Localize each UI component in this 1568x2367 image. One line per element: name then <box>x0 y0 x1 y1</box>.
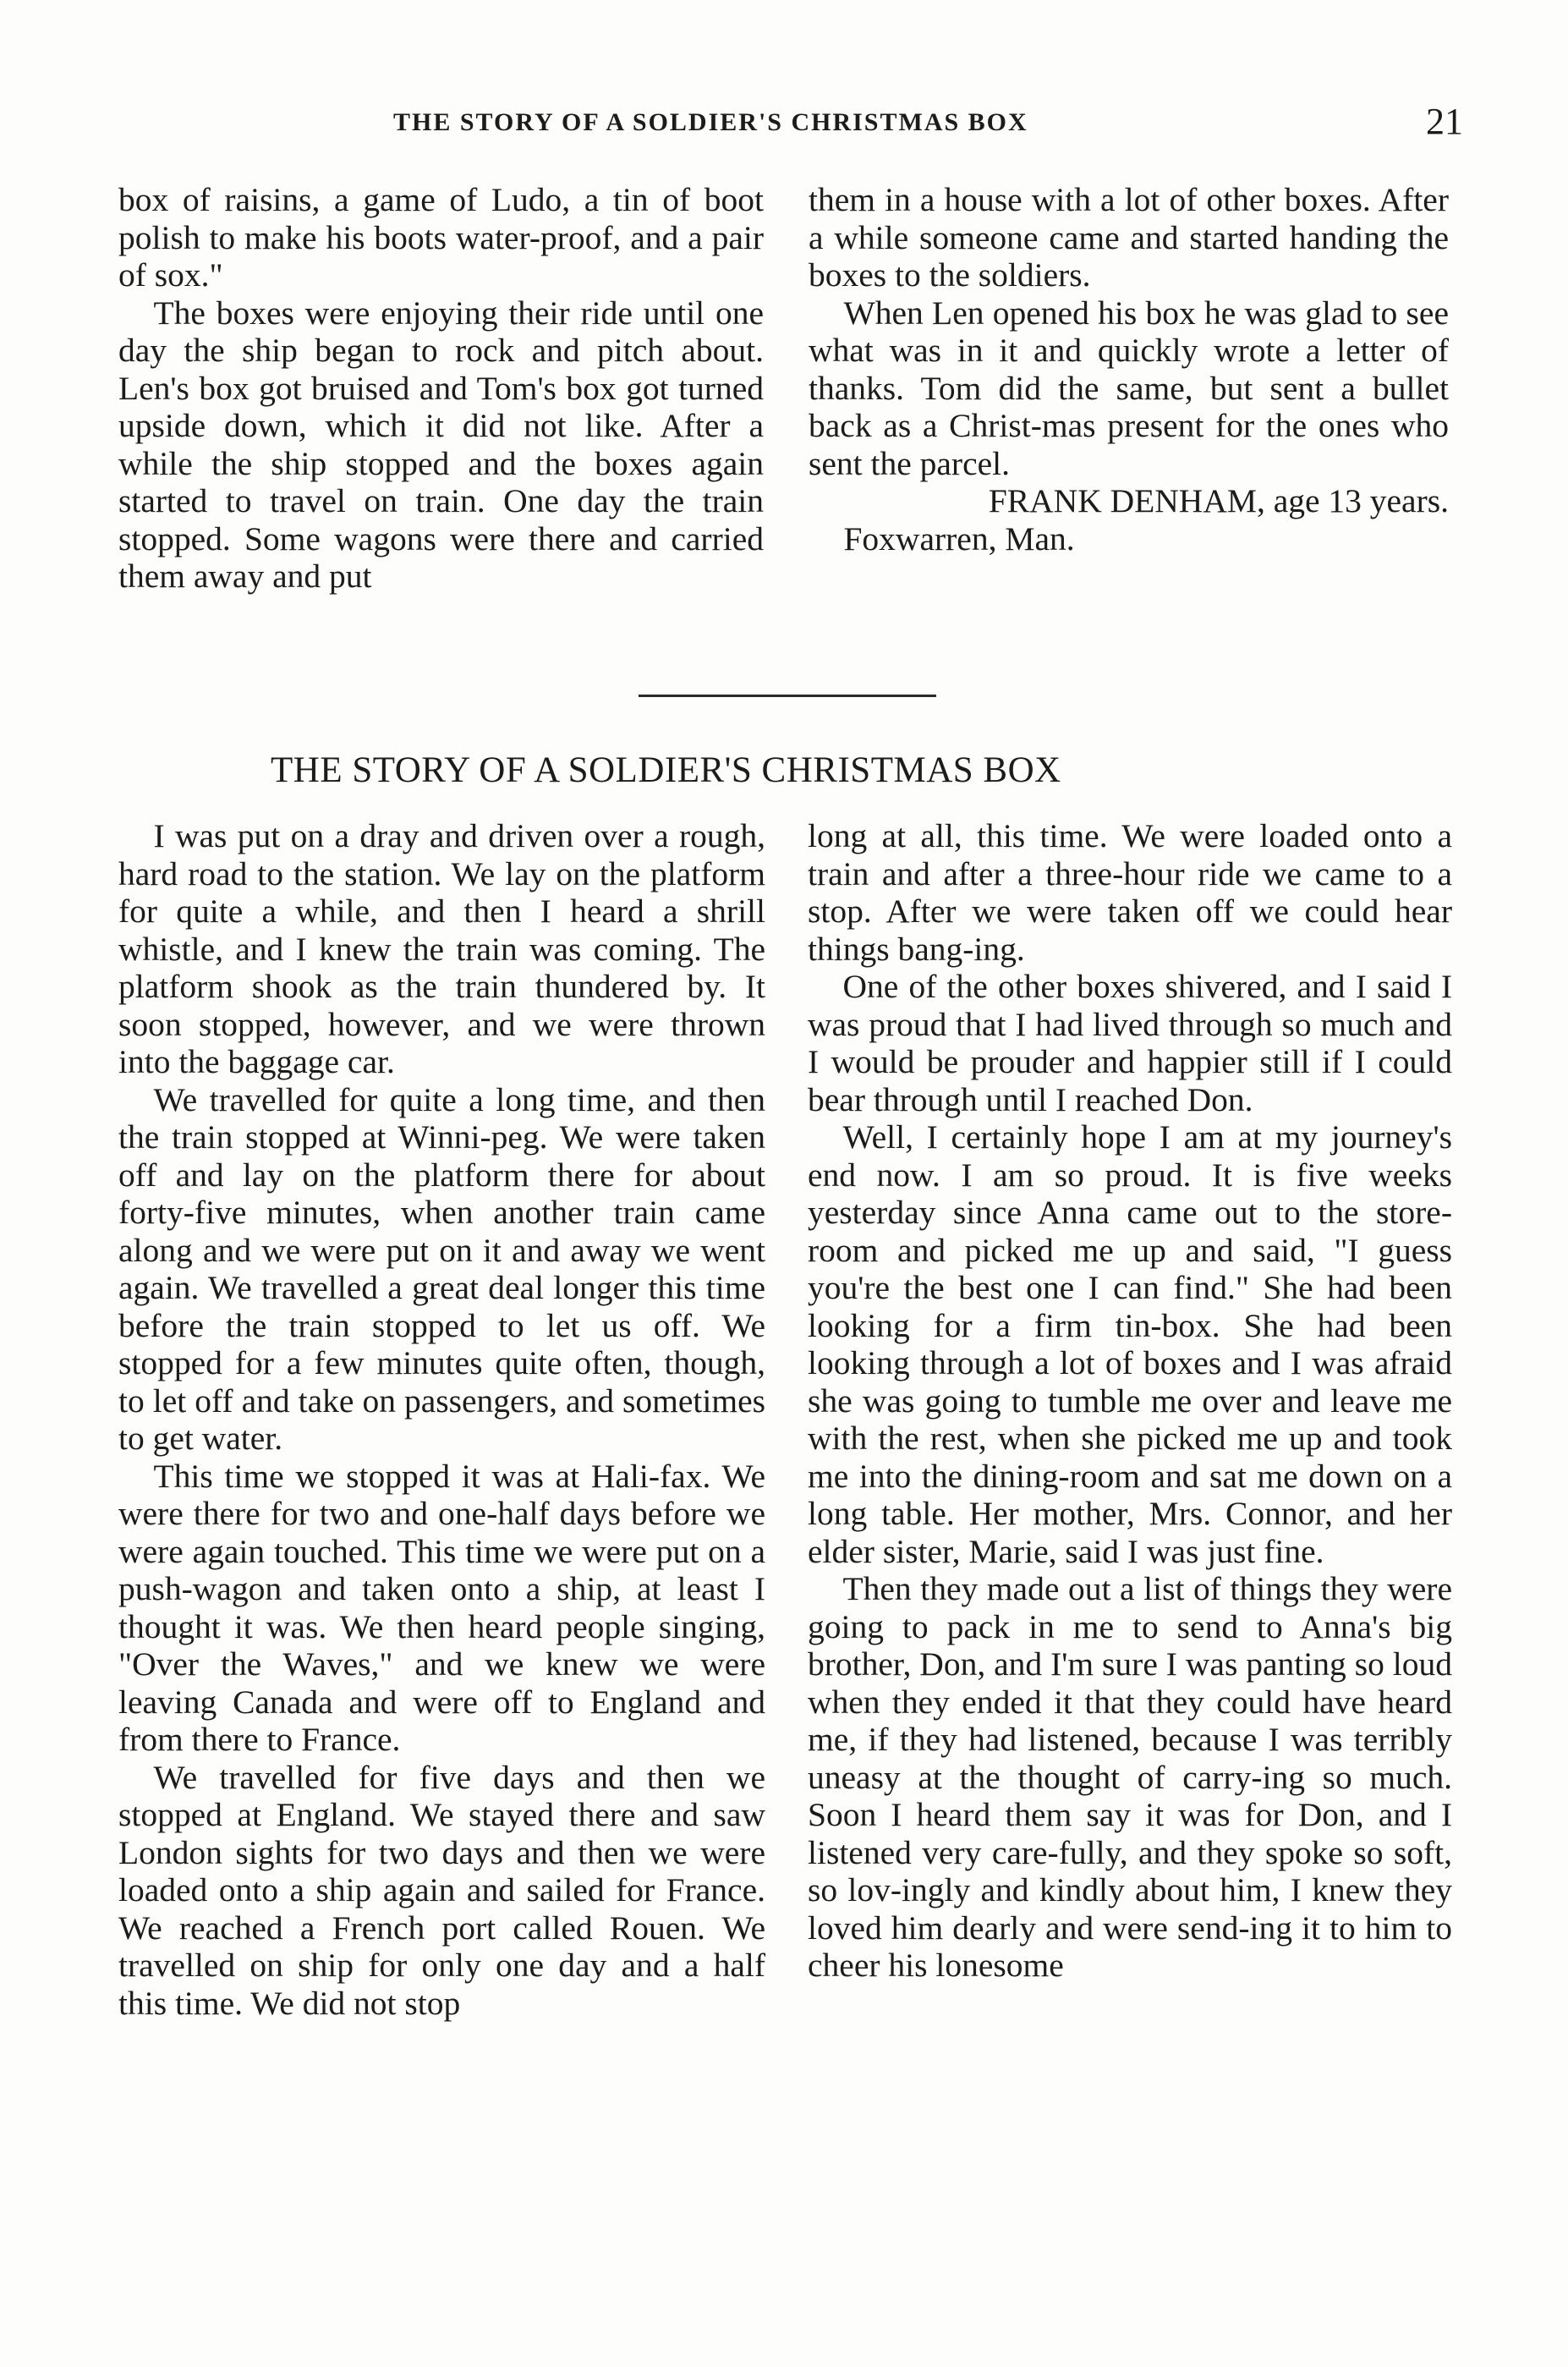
author-signature: FRANK DENHAM, age 13 years. <box>988 482 1449 519</box>
paragraph: Then they made out a list of things they were going to pack in me to send to Anna's big brother, Don, and I'm sure I was panting so loud when they ended it that they could have heard me, if they had listened, because I was terribly uneasy at the thought of carry-ing so much. Soon I heard them say it was for Don, and I listened very care-fully, and they spoke so soft, so lov-ingly and kindly about him, I knew they loved him dearly and were send-ing it to him to cheer his lonesome <box>808 1570 1452 1984</box>
paragraph: long at all, this time. We were loaded onto a train and after a three-hour ride we came to a stop. After we were taken off we could hear things bang-ing. <box>808 817 1452 968</box>
bottom-left-column <box>118 817 765 2022</box>
paragraph: Well, I certainly hope I am at my journey's end now. I am so proud. It is five weeks yesterday since Anna came out to the store-room and picked me up and said, "I guess you're the best one I can find." She had been looking for a firm tin-box. She had been looking through a lot of boxes and I was afraid she was going to tumble me over and leave me with the rest, when she picked me up and took me into the dining-room and sat me down on a long table. Her mother, Mrs. Connor, and her elder sister, Marie, said I was just fine. <box>808 1118 1452 1570</box>
paragraph: box of raisins, a game of Ludo, a tin of boot polish to make his boots water-proof, and a pair of sox." <box>118 181 764 294</box>
running-header <box>118 101 1463 156</box>
paragraph: I was put on a dray and driven over a rough, hard road to the station. We lay on the platform for quite a while, and then I heard a shrill whistle, and I knew the train was coming. The platform shook as the train thundered by. It soon stopped, however, and we were thrown into the baggage car. <box>118 817 765 1080</box>
paragraph: We travelled for five days and then we stopped at England. We stayed there and saw London sights for two days and then we were loaded onto a ship again and sailed for France. We reached a French port called Rouen. We travelled on ship for only one day and a half this time. We did not stop <box>118 1758 765 2022</box>
top-right-column <box>809 181 1449 557</box>
story-title: THE STORY OF A SOLDIER'S CHRISTMAS BOX <box>271 750 1061 790</box>
page-number: 21 <box>1426 101 1463 142</box>
paragraph: The boxes were enjoying their ride until one day the ship began to rock and pitch about. Len's box got bruised and Tom's box got turned upside down, which it did not like. After a while the ship stopped and the boxes again started to travel on train. One day the train stopped. Some wagons were there and carried them away and put <box>118 294 764 595</box>
paragraph: We travelled for quite a long time, and then the train stopped at Winni-peg. We were taken off and lay on the platform there for about forty-five minutes, when another train came along and we were put on it and away we went again. We travelled a great deal longer this time before the train stopped to let us off. We stopped for a few minutes quite often, though, to let off and take on passengers, and sometimes to get water. <box>118 1080 765 1457</box>
paragraph: When Len opened his box he was glad to see what was in it and quickly wrote a letter of thanks. Tom did the same, but sent a bullet back as a Christ-mas present for the ones who sent the parcel. <box>809 294 1449 482</box>
paragraph: This time we stopped it was at Hali-fax. We were there for two and one-half days before we were again touched. This time we were put on a push-wagon and taken onto a ship, at least I thought it was. We then heard people singing, "Over the Waves," and we knew we were leaving Canada and were off to England and from there to France. <box>118 1457 765 1758</box>
running-title: THE STORY OF A SOLDIER'S CHRISTMAS BOX <box>393 108 1028 136</box>
paragraph: them in a house with a lot of other boxes. After a while someone came and started handing the boxes to the soldiers. <box>809 181 1449 294</box>
bottom-right-column <box>808 817 1452 1985</box>
top-left-column <box>118 181 764 596</box>
section-divider <box>639 695 936 697</box>
paragraph: One of the other boxes shivered, and I said I was proud that I had lived through so much and I would be prouder and happier still if I could bear through until I reached Don. <box>808 968 1452 1118</box>
author-location: Foxwarren, Man. <box>843 519 1075 557</box>
